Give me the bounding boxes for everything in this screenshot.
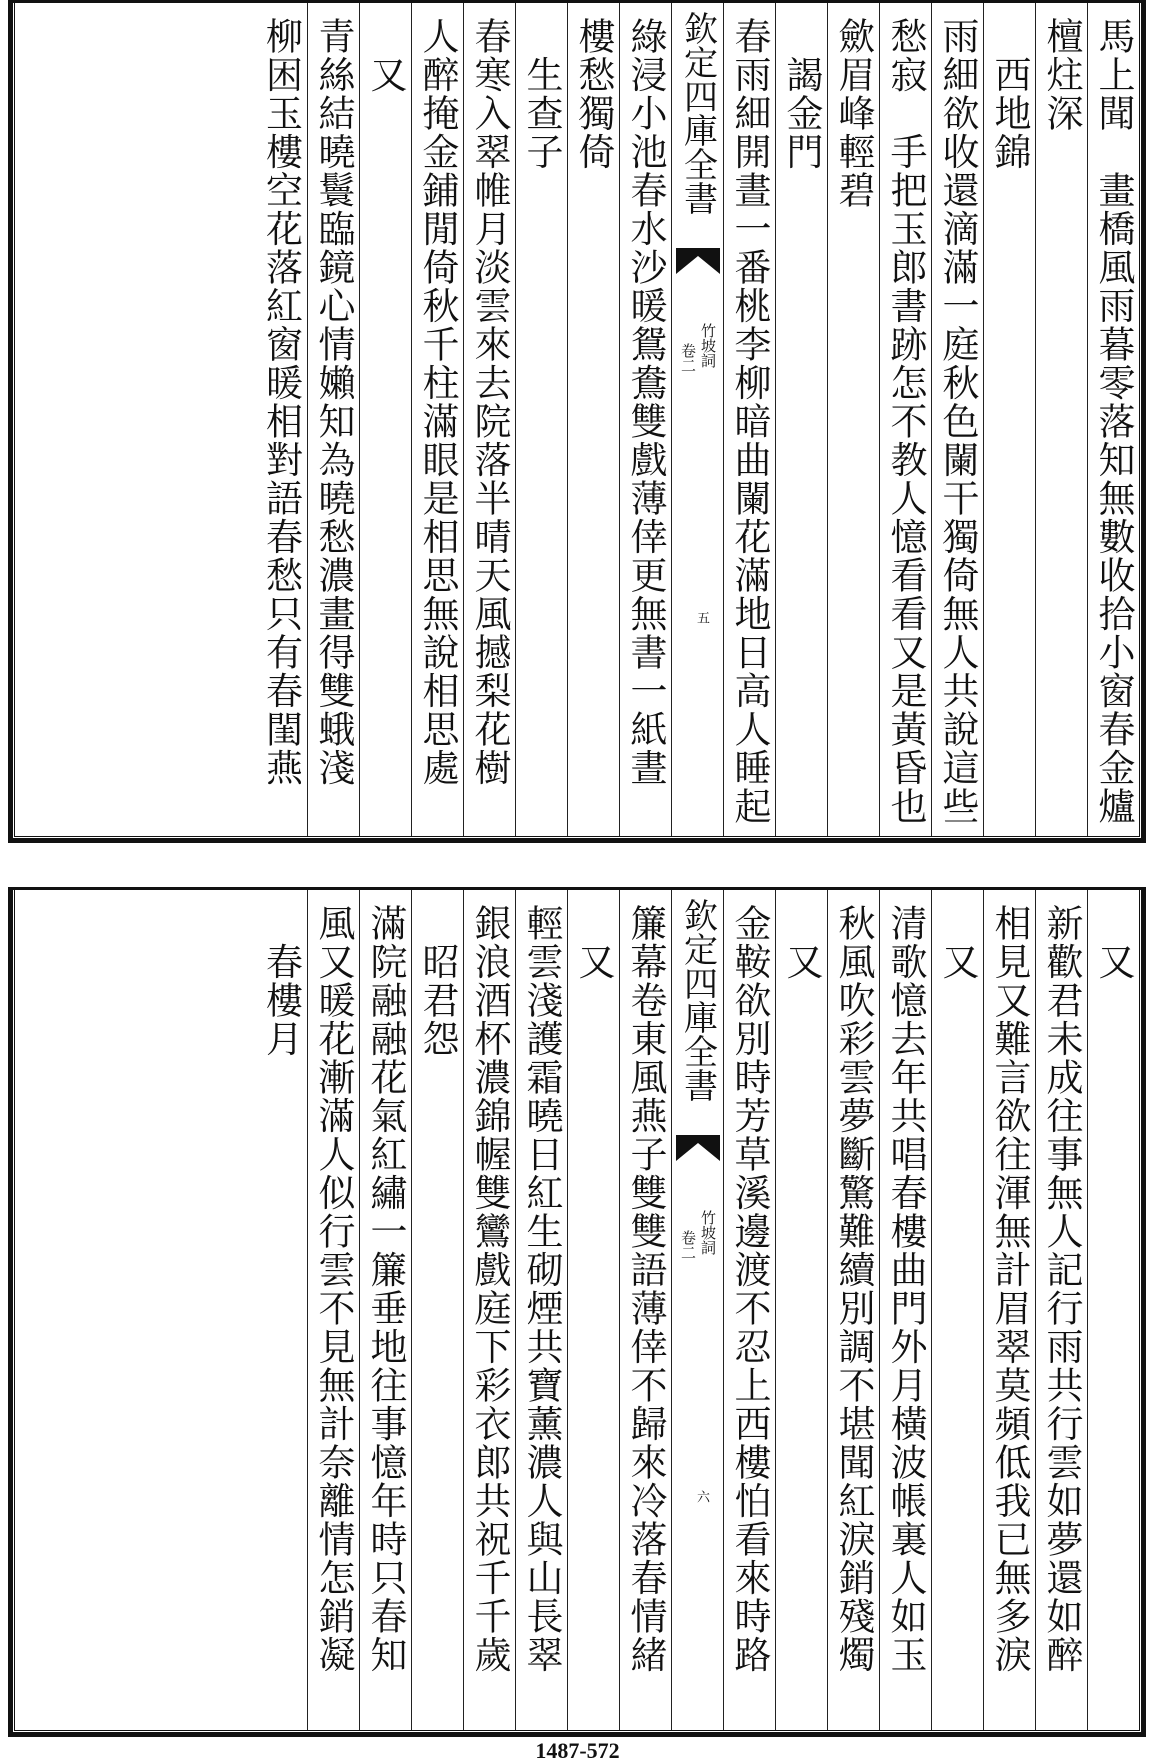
tune-title: 又 <box>572 904 615 981</box>
text-column <box>567 890 619 1730</box>
volume-label: 卷二 <box>679 343 697 373</box>
text-column <box>619 890 671 1730</box>
column-text: 樓愁獨倚 <box>572 17 615 171</box>
fishtail-mark-icon <box>676 248 720 274</box>
text-column <box>463 890 515 1730</box>
column-text: 簾幕卷東風燕子雙雙語薄倖不歸來冷落春情緒 <box>624 904 667 1674</box>
top-page <box>8 0 1146 843</box>
text-column <box>931 890 983 1730</box>
center-fold <box>671 3 723 836</box>
page-inner-border <box>14 889 1140 1731</box>
text-column <box>879 890 931 1730</box>
column-text: 檀炷深 <box>1040 17 1083 133</box>
text-column <box>723 3 775 836</box>
text-column <box>723 890 775 1730</box>
column-text: 春寒入翠帷月淡雲來去院落半晴天風撼梨花樹 <box>468 17 511 787</box>
text-column <box>515 890 567 1730</box>
text-column <box>775 890 827 1730</box>
column-text: 春雨細開晝一番桃李柳暗曲闌花滿地日高人睡起 <box>728 17 771 826</box>
text-column <box>255 3 307 836</box>
column-text: 清歌憶去年共唱春樓曲門外月橫波帳裏人如玉 <box>884 904 927 1674</box>
text-column <box>879 3 931 836</box>
tune-title: 又 <box>1092 904 1135 981</box>
text-column <box>307 890 359 1730</box>
page-reference-code: 1487-572 <box>535 1738 620 1763</box>
column-text: 滿院融融花氣紅繡一簾垂地往事憶年時只春知 <box>364 904 407 1674</box>
text-column <box>359 890 411 1730</box>
tune-title: 生查子 <box>520 17 563 171</box>
center-fold <box>671 890 723 1730</box>
column-text: 雨細欲收還滴滿一庭秋色闌干獨倚無人共說這些 <box>936 17 979 826</box>
column-text: 銀浪酒杯濃錦幄雙鸞戲庭下彩衣郎共祝千千歲 <box>468 904 511 1674</box>
column-text: 愁寂 手把玉郎書跡怎不教人憶看看又是黃昏也 <box>884 17 927 826</box>
text-column <box>983 3 1035 836</box>
text-column <box>463 3 515 836</box>
column-text: 綠浸小池春水沙暖鴛鴦雙戲薄倖更無書一紙晝 <box>624 17 667 787</box>
text-column <box>931 3 983 836</box>
tune-title: 謁金門 <box>780 17 823 171</box>
text-columns <box>15 890 1139 1730</box>
text-columns <box>15 3 1139 836</box>
text-column <box>1035 890 1087 1730</box>
text-column <box>1087 890 1139 1730</box>
text-column <box>827 890 879 1730</box>
column-text: 新歡君未成往事無人記行雨共行雲如夢還如醉 <box>1040 904 1083 1674</box>
text-column <box>619 3 671 836</box>
tune-title: 春樓月 <box>259 904 303 1058</box>
text-column <box>567 3 619 836</box>
tune-title: 昭君怨 <box>416 904 459 1058</box>
book-title: 欽定四庫全書 <box>677 898 718 1102</box>
column-text: 馬上聞 畫橋風雨暮零落知無數收拾小窗春金爐 <box>1092 17 1135 826</box>
text-column <box>411 3 463 836</box>
work-title: 竹坡詞 <box>699 1210 717 1255</box>
page-number: 五 <box>694 611 709 624</box>
text-column <box>1087 3 1139 836</box>
text-column <box>255 890 307 1730</box>
text-column <box>1035 3 1087 836</box>
work-title: 竹坡詞 <box>699 323 717 368</box>
column-text: 歛眉峰輕碧 <box>832 17 875 210</box>
tune-title: 又 <box>780 904 823 981</box>
column-text: 輕雲淺護霜曉日紅生砌煙共寶薰濃人與山長翠 <box>520 904 563 1674</box>
book-title: 欽定四庫全書 <box>677 11 718 215</box>
tune-title: 西地錦 <box>988 17 1031 171</box>
column-text: 相見又難言欲往渾無計眉翠莫頻低我已無多淚 <box>988 904 1031 1674</box>
column-text: 金鞍欲別時芳草溪邊渡不忍上西樓怕看來時路 <box>728 904 771 1674</box>
text-column <box>827 3 879 836</box>
text-column <box>359 3 411 836</box>
column-text: 青絲結曉鬟臨鏡心情嬾知為曉愁濃畫得雙蛾淺 <box>312 17 355 787</box>
column-text: 秋風吹彩雲夢斷驚難續別調不堪聞紅淚銷殘燭 <box>832 904 875 1674</box>
text-column <box>983 890 1035 1730</box>
page-inner-border <box>14 2 1140 837</box>
page-number: 六 <box>694 1490 709 1503</box>
fishtail-mark-icon <box>676 1135 720 1161</box>
column-text: 風又暖花漸滿人似行雲不見無計奈離情怎銷凝 <box>312 904 355 1674</box>
bottom-page <box>8 887 1146 1737</box>
column-text: 人醉掩金鋪閒倚秋千柱滿眼是相思無說相思處 <box>416 17 459 787</box>
text-column <box>775 3 827 836</box>
tune-title: 又 <box>364 17 407 94</box>
tune-title: 又 <box>936 904 979 981</box>
volume-label: 卷二 <box>679 1230 697 1260</box>
column-text: 柳困玉樓空花落紅窗暖相對語春愁只有春閨燕 <box>259 17 303 787</box>
text-column <box>515 3 567 836</box>
text-column <box>307 3 359 836</box>
text-column <box>411 890 463 1730</box>
